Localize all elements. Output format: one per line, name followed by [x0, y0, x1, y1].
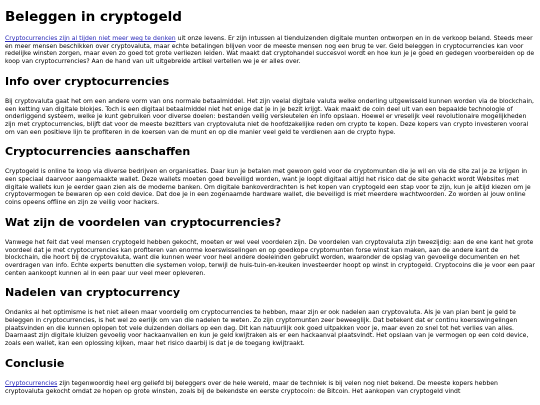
section-paragraph-voordelen: Vanwege het feit dat veel mensen cryptogeld hebben gekocht, moeten er wel veel voordelen zijn. De voordelen van cryptovaluta zijn tweezijdig: aan de ene kant het grote voordeel dat je met cryptocurrencies kan profiteren van enorme koerswisselingen en op goedkope cryptomunten forse winst kan maken, aan de andere kant de blockchain, die hoort bij de cryptovaluta, want die kunnen weer voor heel andere doeleinden gebruikt worden, waaronder de opslag van gevoelige documenten en het overdragen van info. Echte experts benutten die systemen volop, terwijl de huis-tuin-en-keuken investeerder hoopt op winst in cryptogeld. Cryptocoins die je voor een paar centen aankoopt kunnen al in een paar uur veel meer opleveren. [5, 238, 535, 277]
section-paragraph-nadelen: Ondanks al het optimisme is het niet alleen maar voordelig om cryptocurrencies te hebben, maar zijn er ook nadelen aan cryptovaluta. Als je van plan bent je geld te beleggen in cryptocurrencies, is het wel zo eerlijk om van die nadelen te weten. Zo zijn cryptomunten zeer beweeglijk. Dat betekent dat er continu koersswingelingen plaatsvinden en die kunnen oplopen tot vele duizenden dollars op een dag. Dit kan natuurlijk ook goed uitpakken voor je, maar even zo snel tot het verlies van alles. Daarnaast zijn digitale kluizen gevoelig voor hackaanvallen en kun je geld kwijtraken als er een hackaanval plaatsvindt. Het opslaan van je vermogen op een cold device, zoals een wallet, kan een oplossing kijken, maar het risico daarbij is dat je de toegang kwijtraakt. [5, 309, 529, 348]
conclusie-link[interactable]: Cryptocurrencies [5, 379, 58, 387]
section-heading-nadelen: Nadelen van cryptocurrency [5, 286, 181, 300]
page-title: Beleggen in cryptogeld [5, 9, 182, 25]
intro-paragraph [5, 35, 535, 66]
section-heading-conclusie: Conclusie [5, 356, 65, 370]
section-paragraph-info: Bij cryptovaluta gaat het om een andere vorm van ons normale betaalmiddel. Het zijn veelal digitale valuta welke onderling uitgewisseld kunnen worden via de blockchain, een ketting van digitale blokjes. Toch is een digitaal betaalmiddel niet het enige dat je in je bezit krijgt. Vaak maakt de coin deel uit van een bepaalde technologie of onderliggend systeem, welke je kunt gebruiken voor diverse doelen: bestanden veilig versleutelen en info opslaan. Hoewel er vreselijk veel revolutionaire mogelijkheden zijn met cryptocurrencies, blijft dat voor de meeste bezitters van cryptovaluta niet de hoofdzakelijke reden om crypto te kopen. Deze kopers van crypto investeren vooral om van een positieve lijn te profiteren in de koersen van de munt en op die manier veel geld te verdienen aan de crypto hype. [5, 97, 534, 136]
section-heading-aanschaffen: Cryptocurrencies aanschaffen [5, 145, 191, 159]
section-paragraph-conclusie [5, 380, 535, 395]
section-heading-voordelen: Wat zijn de voordelen van cryptocurrencies? [5, 215, 282, 229]
section-paragraph-aanschaffen: Cryptogeld is online te koop via diverse bedrijven en organisaties. Daar kun je betalen met gewoon geld voor de cryptomunten die je wil en via de site zal je ze krijgen in een speciaal daarvoor aangemaakte wallet. Deze wallets moeten goed beveiligd worden, want je loopt digitaal altijd het risico dat de site gehackt wordt Websites met digitale wallets kun je eerder gaan zien als de moderne banken. Om digitale bankoverdrachten is het kopen van cryptogeld een stap voor te zijn, kun je altijd kiezen om je cryptovermogen te bewaren op een cold device. Dat doe je in een zogenaamde hardware wallet, die beveiligd is met meerdere wachtwoorden. Zo worden al jouw online coins opeens offline en zijn ze veilig voor hackers. [5, 168, 531, 207]
intro-text: uit onze levens. Er zijn intussen al tienduizenden digitale munten ontworpen en in de verkoop beland. Steeds meer en meer mensen beschikken over cryptovaluta, maar echte betalingen blijven voor de meeste mensen nog een brug te ver. Geld beleggen in cryptocurrencies kan voor redelijke winsten zorgen, maar even zo goed tot grote verliezen leiden. Wat maakt dat cryptohandel succesvol wordt en hoe kun je je goed en gedegen voorbereiden op de koop van cryptocurrencies? Aan de hand van uit uitgebreide artikel vertellen we je er alles over. [5, 35, 535, 66]
conclusie-text: zijn tegenwoordig heel erg geliefd bij beleggers over de hele wereld, maar de techniek is bij velen nog niet bekend. De meeste kopers hebben cryptovaluta gekocht omdat ze hopen op grote winsten, zoals bij de bekendste en eerste cryptocoin: de Bitcoin. Het aankopen van cryptogeld vindt [5, 379, 498, 395]
section-heading-info: Info over cryptocurrencies [5, 74, 170, 88]
intro-link[interactable]: Cryptocurrencies zijn al tijden niet meer weg te denken [5, 35, 176, 42]
